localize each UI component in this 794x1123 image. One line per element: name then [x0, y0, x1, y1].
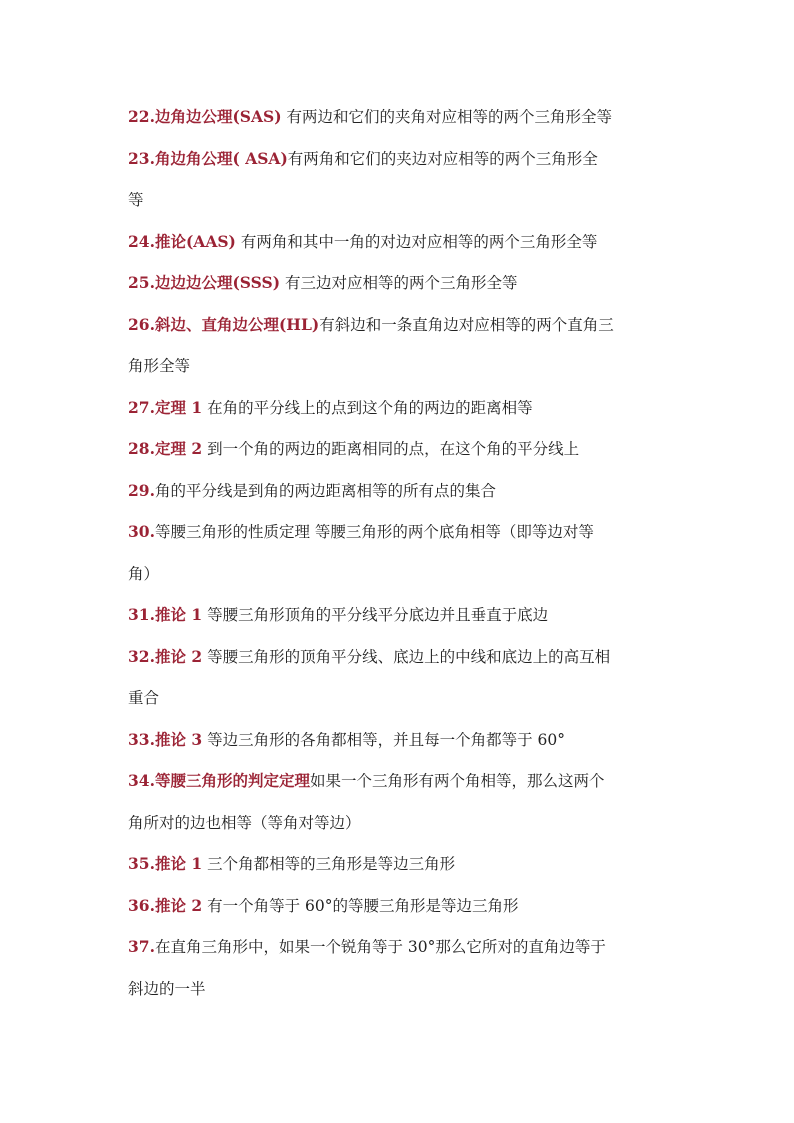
theorem-list	[128, 103, 674, 1016]
theorem-name: 推论 1	[154, 605, 203, 624]
text-line	[128, 228, 674, 270]
theorem-name: 等腰三角形的判定定理	[154, 771, 310, 790]
text-line	[128, 767, 674, 809]
theorem-text: 有一个角等于 60°的等腰三角形是等边三角形	[202, 896, 519, 915]
theorem-name: 斜边、直角边公理(HL)	[154, 314, 320, 334]
text-line	[128, 352, 674, 394]
text-line	[128, 643, 674, 685]
item-number: 27.	[128, 397, 155, 417]
theorem-text: 等边三角形的各角都相等，并且每一个角都等于 60°	[202, 730, 565, 749]
theorem-name: 推论 3	[154, 729, 203, 749]
theorem-text: 有两角和它们的夹边对应相等的两个三角形全	[287, 149, 598, 168]
item-number: 34.	[128, 771, 155, 790]
item-number: 33.	[128, 729, 155, 749]
theorem-name: 边角边公理(SAS)	[154, 107, 282, 126]
item-number: 31.	[128, 605, 155, 624]
theorem-name: 定理 1	[154, 397, 203, 417]
text-line	[128, 477, 674, 519]
theorem-text: 斜边的一半	[128, 979, 206, 998]
text-line	[128, 311, 674, 353]
item-number: 32.	[128, 646, 155, 666]
theorem-name: 定理 2	[154, 439, 203, 458]
theorem-text: 角形全等	[128, 357, 191, 375]
text-line	[128, 145, 674, 187]
text-line	[128, 933, 674, 975]
text-line	[128, 684, 674, 726]
item-number: 24.	[128, 231, 155, 251]
item-number: 23.	[128, 148, 155, 168]
theorem-text: 等腰三角形的性质定理 等腰三角形的两个底角相等（即等边对等	[154, 523, 594, 541]
item-number: 25.	[128, 273, 155, 292]
theorem-name: 推论 1	[154, 854, 203, 873]
theorem-text: 如果一个三角形有两个角相等，那么这两个	[309, 772, 605, 790]
theorem-text: 重合	[128, 689, 160, 707]
theorem-text: 等	[128, 191, 144, 209]
theorem-name: 边边边公理(SSS)	[154, 273, 281, 292]
theorem-text: 角所对的边也相等（等角对等边）	[128, 813, 361, 832]
text-line	[128, 186, 674, 228]
item-number: 35.	[128, 854, 155, 873]
text-line	[128, 394, 674, 436]
theorem-text: 有三边对应相等的两个三角形全等	[280, 274, 518, 292]
theorem-text: 有两角和其中一角的对边对应相等的两个三角形全等	[235, 232, 598, 251]
item-number: 22.	[128, 107, 155, 126]
item-number: 29.	[128, 480, 155, 500]
item-number: 36.	[128, 895, 155, 915]
item-number: 30.	[128, 522, 155, 541]
item-number: 37.	[128, 937, 155, 956]
text-line	[128, 518, 674, 560]
theorem-text: 等腰三角形的顶角平分线、底边上的中线和底边上的高互相	[202, 647, 611, 666]
text-line	[128, 269, 674, 311]
text-line	[128, 726, 674, 768]
theorem-text: 有斜边和一条直角边对应相等的两个直角三	[319, 315, 614, 334]
item-number: 26.	[128, 314, 155, 334]
item-number: 28.	[128, 439, 155, 458]
text-line	[128, 103, 674, 145]
theorem-text: 等腰三角形顶角的平分线平分底边并且垂直于底边	[202, 606, 549, 624]
theorem-text: 到一个角的两边的距离相同的点，在这个角的平分线上	[202, 440, 580, 458]
theorem-name: 推论 2	[154, 895, 203, 915]
text-line	[128, 892, 674, 934]
theorem-name: 推论 2	[154, 646, 203, 666]
text-line	[128, 809, 674, 851]
theorem-text: 三个角都相等的三角形是等边三角形	[202, 855, 456, 873]
text-line	[128, 560, 674, 602]
theorem-text: 在角的平分线上的点到这个角的两边的距离相等	[202, 398, 533, 417]
text-line	[128, 601, 674, 643]
theorem-text: 有两边和它们的夹角对应相等的两个三角形全等	[281, 108, 612, 126]
theorem-text: 角）	[128, 564, 160, 583]
theorem-name: 角边角公理( ASA)	[154, 148, 288, 168]
text-line	[128, 435, 674, 477]
text-line	[128, 975, 674, 1017]
theorem-text: 在直角三角形中，如果一个锐角等于 30°那么它所对的直角边等于	[154, 938, 606, 956]
theorem-name: 推论(AAS)	[154, 231, 236, 251]
text-line	[128, 850, 674, 892]
theorem-text: 角的平分线是到角的两边距离相等的所有点的集合	[154, 481, 496, 500]
